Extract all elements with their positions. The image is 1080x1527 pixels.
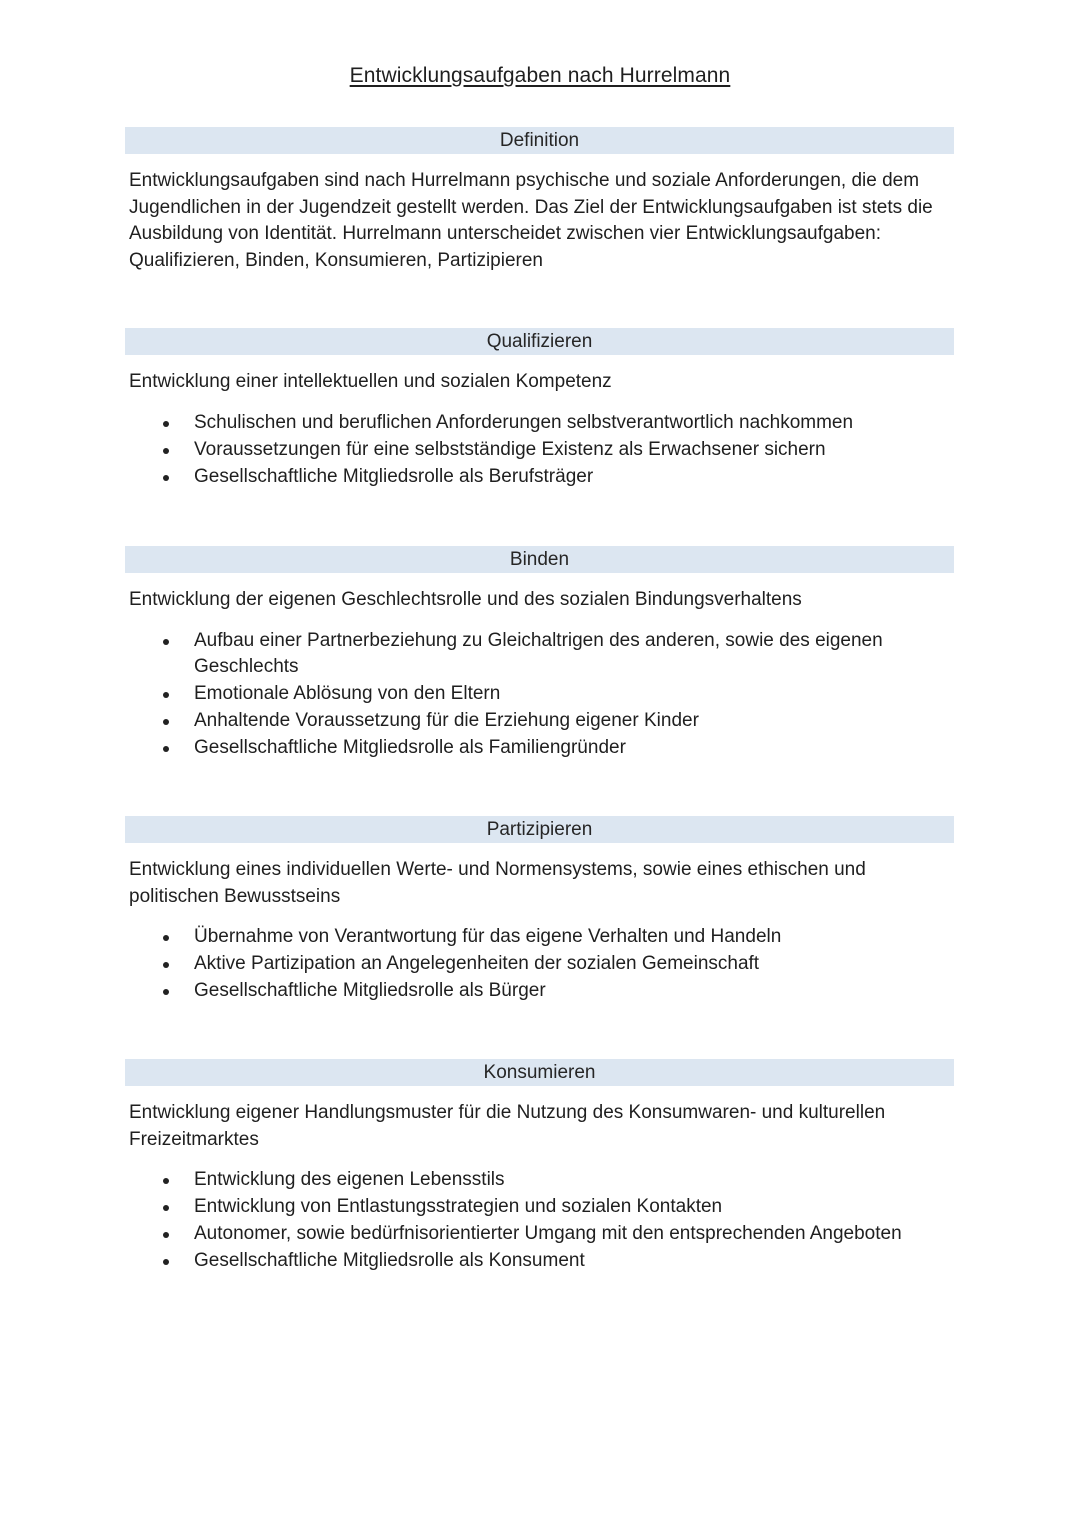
bullet-icon (163, 421, 169, 427)
bullet-icon (163, 746, 169, 752)
bullet-icon (163, 475, 169, 481)
section-body-partizipieren (125, 857, 954, 1005)
list-item (129, 924, 950, 951)
bullet-icon (163, 1232, 169, 1238)
bullet-icon (163, 1205, 169, 1211)
list-item (129, 628, 950, 681)
binden-intro: Entwicklung der eigenen Geschlechtsrolle und des sozialen Bindungsverhaltens (129, 589, 802, 610)
list-item-text: Gesellschaftliche Mitgliedsrolle als Bürger (194, 980, 546, 1001)
bullet-icon (163, 989, 169, 995)
konsumieren-list (129, 1167, 950, 1275)
list-item-text: Aktive Partizipation an Angelegenheiten der sozialen Gemeinschaft (194, 953, 760, 974)
qualifizieren-list (129, 410, 950, 491)
document-title: Entwicklungsaufgaben nach Hurrelmann (349, 64, 731, 87)
list-item (129, 708, 950, 735)
section-header-konsumieren: Konsumieren (125, 1059, 954, 1086)
konsumieren-intro: Entwicklung eigener Handlungsmuster für die Nutzung des Konsumwaren- und kulturellen Freizeitmarktes (129, 1102, 886, 1150)
list-item-text: Gesellschaftliche Mitgliedsrolle als Berufsträger (194, 465, 594, 487)
bullet-icon (163, 1259, 169, 1265)
bullet-icon (163, 1178, 169, 1184)
section-body-konsumieren (125, 1100, 954, 1275)
list-item (129, 681, 950, 708)
list-item (129, 951, 950, 978)
bullet-icon (163, 639, 169, 645)
list-item (129, 437, 950, 464)
section-header-partizipieren: Partizipieren (125, 816, 954, 843)
bullet-icon (163, 448, 169, 454)
list-item-text: Gesellschaftliche Mitgliedsrolle als Familiengründer (194, 737, 626, 758)
section-header-binden: Binden (125, 546, 954, 573)
qualifizieren-intro: Entwicklung einer intellektuellen und sozialen Kompetenz (129, 371, 612, 392)
section-definition (125, 127, 954, 274)
list-item-text: Aufbau einer Partnerbeziehung zu Gleichaltrigen des anderen, sowie des eigenen Geschlechts (194, 629, 883, 677)
list-item-text: Entwicklung des eigenen Lebensstils (194, 1169, 505, 1190)
list-item (129, 978, 950, 1005)
list-item-text: Entwicklung von Entlastungsstrategien und sozialen Kontakten (194, 1196, 723, 1217)
list-item (129, 1167, 950, 1194)
definition-text: Entwicklungsaufgaben sind nach Hurrelmann psychische und soziale Anforderungen, die dem Jugendlichen in der Jugendzeit gestellt werden. Das Ziel der Entwicklungsaufgaben ist stets die Ausbildung von Identität. Hurrelmann unterscheidet zwischen vier Entwicklungsaufgaben: Qualifizieren, Binden, Konsumieren, Partizipieren (129, 170, 933, 271)
list-item-text: Übernahme von Verantwortung für das eigene Verhalten und Handeln (194, 926, 782, 947)
bullet-icon (163, 692, 169, 698)
bullet-icon (163, 962, 169, 968)
section-konsumieren (125, 1059, 954, 1275)
list-item (129, 410, 950, 437)
section-binden (125, 546, 954, 762)
section-header-qualifizieren: Qualifizieren (125, 328, 954, 355)
bullet-icon (163, 935, 169, 941)
partizipieren-intro: Entwicklung eines individuellen Werte- und Normensystems, sowie eines ethischen und politischen Bewusstseins (129, 859, 866, 907)
list-item (129, 1194, 950, 1221)
partizipieren-list (129, 924, 950, 1005)
section-partizipieren (125, 816, 954, 1005)
section-body-definition (125, 168, 954, 274)
list-item-text: Gesellschaftliche Mitgliedsrolle als Konsument (194, 1250, 585, 1271)
section-body-qualifizieren (125, 369, 954, 490)
binden-list (129, 628, 950, 762)
list-item-text: Anhaltende Voraussetzung für die Erziehung eigener Kinder (194, 710, 699, 731)
list-item-text: Emotionale Ablösung von den Eltern (194, 683, 501, 704)
list-item (129, 1221, 950, 1248)
list-item-text: Voraussetzungen für eine selbstständige Existenz als Erwachsener sichern (194, 438, 826, 460)
list-item-text: Autonomer, sowie bedürfnisorientierter Umgang mit den entsprechenden Angeboten (194, 1223, 902, 1244)
section-body-binden (125, 587, 954, 762)
section-header-definition: Definition (125, 127, 954, 154)
bullet-icon (163, 719, 169, 725)
list-item (129, 735, 950, 762)
list-item-text: Schulischen und beruflichen Anforderungen selbstverantwortlich nachkommen (194, 411, 854, 433)
list-item (129, 464, 950, 491)
list-item (129, 1248, 950, 1275)
section-qualifizieren (125, 328, 954, 491)
